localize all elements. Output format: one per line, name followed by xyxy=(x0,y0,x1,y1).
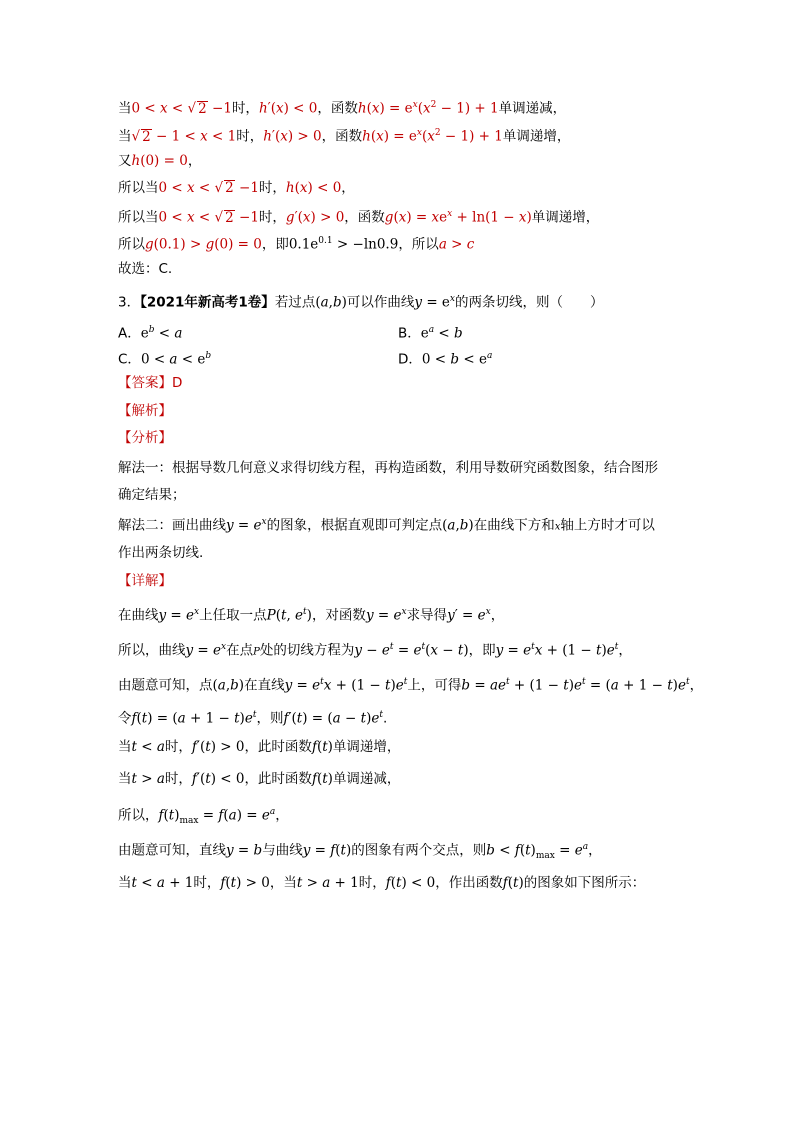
solution-line-1: 当0 < x < √ 2 −1时，h′(x) < 0，函数$h(x) = e^x(x^2 - 1) + 1$单调递减， xyxy=(118,100,567,117)
question-3: 3．【2021年新高考1卷】若过点(a,b)可以作曲线$y = e^x$的两条切线，则（ ） xyxy=(118,294,604,311)
method-1-line-2: 确定结果； xyxy=(118,487,186,503)
option-b[interactable]: B．$e^a < b$ xyxy=(398,325,463,342)
option-c[interactable]: C．$0 < a < e^b$ xyxy=(118,351,212,368)
analysis-label: 【解析】 xyxy=(118,403,172,419)
option-d[interactable]: D．$0 < b < e^a$ xyxy=(398,351,493,368)
detail-line-7: 所以，$f(t)_{max} = f(a) = e^a$， xyxy=(118,807,289,827)
detail-line-2: 所以，曲线$y = e^x$在点P处的切线方程为$y - e^t = e^t(x - t)$，即$y = e^tx + (1 - t)e^t$， xyxy=(118,642,632,659)
solution-line-4: 所以当0 < x < √ 2 −1时，h(x) < 0， xyxy=(118,180,355,196)
choice-line: 故选：C. xyxy=(118,261,173,277)
detail-line-5: 当t < a时，f′(t) > 0，此时函数f(t)单调递增， xyxy=(118,739,401,755)
option-a[interactable]: A．$e^b < a$ xyxy=(118,325,183,342)
solution-line-2: 当√ 2 − 1 < x < 1时，h′(x) > 0，函数$h(x) = e^x(x^2 - 1) + 1$单调递增， xyxy=(118,128,571,145)
solution-line-5: 所以当0 < x < √ 2 −1时，g′(x) > 0，函数$g(x) = xe^x + \ln(1 - x)$单调递增， xyxy=(118,209,600,226)
method-2-line-2: 作出两条切线. xyxy=(118,545,204,561)
fenxi-label: 【分析】 xyxy=(118,430,172,446)
method-2-line-1: 解法二：画出曲线$y = e^x$的图象，根据直观即可判定点(a,b)在曲线下方和x轴上方时才可以 xyxy=(118,517,655,534)
method-1-line-1: 解法一：根据导数几何意义求得切线方程，再构造函数，利用导数研究函数图象，结合图形 xyxy=(118,460,658,476)
detail-line-8: 由题意可知，直线y = b与曲线y = f(t)的图象有两个交点，则$b < f(t)_{max} = e^a$， xyxy=(118,842,602,862)
detail-line-4: 令$f(t) = (a + 1 - t)e^t$，则$f'(t) = (a - t)e^t$. xyxy=(118,710,388,727)
question-source: 【2021年新高考1卷】 xyxy=(140,294,275,311)
detail-line-1: 在曲线$y = e^x$上任取一点P(t, $e^t$)，对函数$y = e^x$求导得$y' = e^x$， xyxy=(118,607,505,624)
detail-line-3: 由题意可知，点(a,b)在直线$y = e^tx + (1 - t)e^t$上，可得$b = ae^t + (1 - t)e^t = (a + 1 - t)e^t$， xyxy=(118,677,704,694)
solution-line-6: 所以g(0.1) > g(0) = 0，即$0.1e^{0.1} > -\ln 0.9$，所以a > c xyxy=(118,236,475,253)
detail-line-9: 当t < a + 1时，f(t) > 0，当t > a + 1时，f(t) < 0，作出函数f(t)的图象如下图所示： xyxy=(118,875,646,891)
detail-label: 【详解】 xyxy=(118,573,172,589)
detail-line-6: 当t > a时，f′(t) < 0，此时函数f(t)单调递减， xyxy=(118,771,401,787)
solution-line-3: 又h(0) = 0， xyxy=(118,153,202,169)
answer-label: 【答案】D xyxy=(118,375,183,391)
